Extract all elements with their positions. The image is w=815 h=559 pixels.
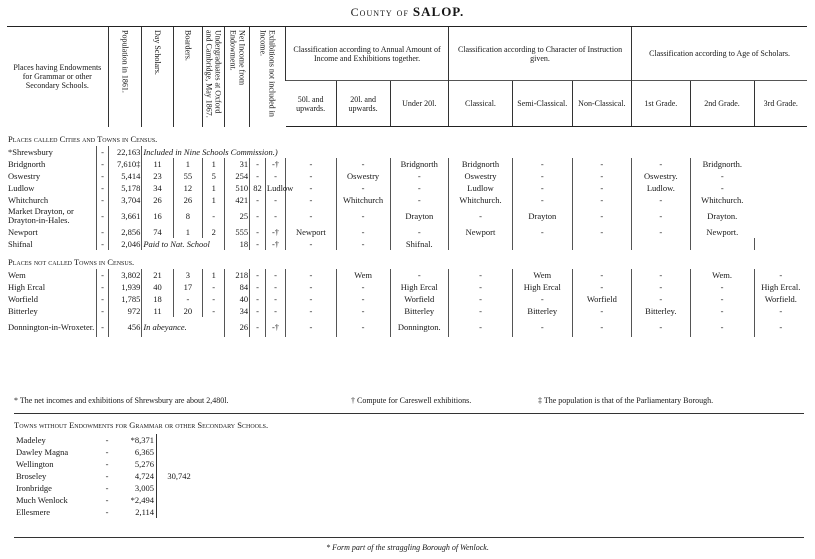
table-cell: -	[265, 194, 285, 206]
town-population: 5,276	[116, 458, 157, 470]
table-cell: -	[265, 269, 285, 281]
table-cell: -	[336, 206, 390, 226]
population-cell: 1,939	[108, 281, 142, 293]
population-cell: 2,856	[108, 226, 142, 238]
table-cell: -	[448, 317, 512, 337]
table-cell: Bitterley	[513, 305, 573, 317]
table-cell: -	[336, 158, 390, 170]
table-cell: 1	[202, 182, 224, 194]
table-cell: 26	[142, 194, 173, 206]
table-row	[7, 170, 807, 182]
towns-total: 30,742	[157, 434, 202, 518]
table-cell: -	[97, 206, 108, 226]
table-cell: -	[632, 281, 690, 293]
town-row	[14, 434, 201, 446]
population-cell: 3,704	[108, 194, 142, 206]
table-cell: -	[250, 269, 266, 281]
dash: -	[105, 435, 109, 445]
place-name: Oswestry	[8, 171, 41, 181]
header-net-income: Net Income from Endowment.	[225, 27, 250, 127]
section2-rows	[7, 269, 807, 337]
table-cell: -	[97, 194, 108, 206]
income-cell: 218	[225, 269, 250, 281]
town-population: 4,724	[116, 470, 157, 482]
table-cell: -	[572, 194, 632, 206]
table-cell: -	[390, 170, 448, 182]
table-cell: 34	[142, 182, 173, 194]
place-name: Worfield	[8, 294, 38, 304]
table-cell: -	[448, 281, 512, 293]
table-cell: High Ercal	[390, 281, 448, 293]
header-places: Places having Endowments for Grammar or other Secondary Schools.	[7, 27, 108, 127]
header-population: Population in 1861.	[108, 27, 142, 127]
table-cell: -	[250, 226, 266, 238]
header-income-20: 20l. and upwards.	[336, 81, 390, 127]
table-cell: -	[265, 170, 285, 182]
table-cell: -	[336, 226, 390, 238]
table-cell: Ludlow	[266, 183, 294, 193]
population-cell: 2,046	[108, 238, 142, 250]
table-cell: -	[286, 293, 337, 305]
table-row	[7, 305, 807, 317]
dash: -	[105, 507, 109, 517]
table-cell: 20	[173, 305, 202, 317]
table-cell: 82	[250, 182, 266, 194]
town-name: Dawley Magna	[16, 447, 69, 457]
table-cell: -	[754, 305, 807, 317]
table-cell: -	[513, 194, 573, 206]
table-cell: Bridgnorth	[448, 158, 512, 170]
table-cell: 5	[202, 170, 224, 182]
table-cell: Whitchurch.	[690, 194, 754, 206]
table-cell: -	[572, 281, 632, 293]
table-cell: 1	[202, 269, 224, 281]
table-cell: -	[632, 226, 690, 238]
table-cell: -	[754, 269, 807, 281]
dash: -	[105, 471, 109, 481]
table-cell: Newport	[448, 226, 512, 238]
dash: -	[105, 447, 109, 457]
table-cell: -	[632, 269, 690, 281]
table-cell: 17	[173, 281, 202, 293]
section-heading-towns: Places called Cities and Towns in Census.	[8, 134, 158, 144]
table-cell: Donnington.	[390, 317, 448, 337]
table-cell: -	[265, 305, 285, 317]
table-cell: 11	[142, 158, 173, 170]
table-cell: -	[690, 281, 754, 293]
income-cell: 84	[225, 281, 250, 293]
table-cell: -	[572, 317, 632, 337]
under20-cell: Shifnal.	[390, 238, 448, 250]
page-title	[0, 4, 815, 20]
income-cell: 26	[225, 317, 250, 337]
table-cell: -	[632, 206, 690, 226]
town-name: Madeley	[16, 435, 46, 445]
table-cell: Worfield	[390, 293, 448, 305]
table-cell: 1	[173, 226, 202, 238]
table-cell: -	[250, 305, 266, 317]
table-cell: 2	[202, 226, 224, 238]
table-cell: -	[97, 269, 108, 281]
table-cell: Whitchurch.	[448, 194, 512, 206]
header-group-age: Classification according to Age of Scholars.	[632, 27, 807, 81]
table-cell: -	[97, 226, 108, 238]
place-name: Wem	[8, 270, 26, 280]
table-cell: 18	[142, 293, 173, 305]
table-cell: Ludlow	[448, 182, 512, 194]
table-cell: -	[286, 170, 337, 182]
place-name: Shifnal	[8, 239, 33, 249]
income-cell: 555	[225, 226, 250, 238]
table-cell: Oswestry.	[632, 170, 690, 182]
town-population: *8,371	[116, 434, 157, 446]
header-semi-classical: Semi-Classical.	[513, 81, 573, 127]
dash: -	[105, 459, 109, 469]
table-cell: -	[173, 293, 202, 305]
table-cell: Drayton	[390, 206, 448, 226]
table-cell: -	[202, 281, 224, 293]
table-cell: -	[336, 281, 390, 293]
school-note: Paid to Nat. School	[142, 238, 225, 250]
table-cell: -	[513, 317, 573, 337]
income-cell: 40	[225, 293, 250, 305]
table-cell: 23	[142, 170, 173, 182]
table-cell: -	[265, 293, 285, 305]
place-name: Market Drayton, or Drayton-in-Hales.	[8, 206, 74, 225]
population-cell: 22,163	[108, 146, 142, 158]
table-cell: -	[513, 226, 573, 238]
table-cell: -	[265, 206, 285, 226]
header-group-income: Classification according to Annual Amount of Income and Exhibitions together.	[286, 27, 449, 81]
table-row	[7, 194, 807, 206]
header-income-under20: Under 20l.	[390, 81, 448, 127]
table-cell: -	[513, 182, 573, 194]
table-cell: -	[250, 293, 266, 305]
table-cell: -	[97, 305, 108, 317]
table-cell: 26	[173, 194, 202, 206]
table-cell: Wem.	[690, 269, 754, 281]
table-cell: -	[286, 182, 337, 194]
table-row	[7, 269, 807, 281]
table-row	[7, 226, 807, 238]
table-cell: -	[202, 206, 224, 226]
table-cell: -†	[265, 317, 285, 337]
table-row: Shifnal - 2,046 Paid to Nat. School 18 - -† - - Shifnal.	[7, 238, 807, 250]
table-cell: -	[250, 206, 266, 226]
endowments-table	[7, 26, 807, 337]
table-row	[7, 317, 807, 337]
table-cell: -	[448, 269, 512, 281]
table-cell: -	[513, 293, 573, 305]
table-cell: -	[97, 158, 108, 170]
table-cell: -	[336, 182, 390, 194]
table-cell: 3	[173, 269, 202, 281]
table-cell: -	[448, 305, 512, 317]
header-day-scholars: Day Scholars.	[142, 27, 173, 127]
table-cell: -	[250, 194, 266, 206]
header-grade1: 1st Grade.	[632, 81, 690, 127]
place-name: Bitterley	[8, 306, 38, 316]
header-income-50: 50l. and upwards.	[286, 81, 337, 127]
table-row	[7, 281, 807, 293]
town-name: Wellington	[16, 459, 54, 469]
table-cell: Worfield.	[754, 293, 807, 305]
footnote-careswell: † Compute for Careswell exhibitions.	[351, 396, 472, 405]
table-cell: -	[250, 281, 266, 293]
population-cell: 3,661	[108, 206, 142, 226]
table-cell: 8	[173, 206, 202, 226]
place-name: Ludlow	[8, 183, 35, 193]
footnote-shrewsbury: * The net incomes and exhibitions of Shrewsbury are about 2,480l.	[14, 396, 229, 405]
table-cell: Oswestry	[448, 170, 512, 182]
place-name: *Shrewsbury	[8, 147, 53, 157]
table-cell: -	[572, 226, 632, 238]
table-cell: 1	[173, 158, 202, 170]
town-name: Broseley	[16, 471, 47, 481]
table-cell: 1	[202, 158, 224, 170]
table-cell: 40	[142, 281, 173, 293]
table-cell: Drayton.	[690, 206, 754, 226]
population-cell: 972	[108, 305, 142, 317]
population-cell: 5,414	[108, 170, 142, 182]
table-cell: -	[250, 317, 266, 337]
income-cell: 31	[225, 158, 250, 170]
header-group-instruction: Classification according to Character of Instruction given.	[448, 27, 631, 81]
table-cell: Bridgnorth	[390, 158, 448, 170]
table-cell: -†	[265, 226, 285, 238]
income-cell: 254	[225, 170, 250, 182]
income-cell: 510	[225, 182, 250, 194]
population-cell: 456	[108, 317, 142, 337]
table-cell: -	[632, 293, 690, 305]
table-cell: -	[97, 182, 108, 194]
town-population: 2,114	[116, 506, 157, 518]
population-cell: 1,785	[108, 293, 142, 305]
school-note: In abeyance.	[142, 317, 225, 337]
table-cell: Newport.	[690, 226, 754, 238]
table-cell: -	[97, 281, 108, 293]
bottom-footnote: * Form part of the straggling Borough of Wenlock.	[326, 543, 489, 552]
table-row	[7, 293, 807, 305]
town-population: 3,005	[116, 482, 157, 494]
table-cell: Worfield	[572, 293, 632, 305]
footnotes	[14, 396, 804, 414]
table-cell: 55	[173, 170, 202, 182]
table-cell: -	[250, 158, 266, 170]
table-cell: -	[286, 305, 337, 317]
population-cell: 3,802	[108, 269, 142, 281]
table-cell: -	[202, 305, 224, 317]
table-row	[7, 206, 807, 226]
table-cell: -	[390, 194, 448, 206]
footnote-parliamentary: ‡ The population is that of the Parliamentary Borough.	[538, 396, 714, 405]
table-cell: -	[690, 305, 754, 317]
dash: -	[105, 483, 109, 493]
table-cell: -	[572, 158, 632, 170]
table-cell: Bridgnorth.	[690, 158, 754, 170]
town-name: Ironbridge	[16, 483, 52, 493]
table-cell: -	[690, 170, 754, 182]
table-row	[7, 182, 807, 194]
income-cell: 34	[225, 305, 250, 317]
title-prefix: County of	[350, 5, 409, 19]
table-cell: -	[286, 281, 337, 293]
table-cell: -	[690, 317, 754, 337]
nine-schools-note: Included in Nine Schools Commission.)	[142, 146, 807, 158]
table-cell: Oswestry	[336, 170, 390, 182]
table-cell: -	[286, 206, 337, 226]
towns-heading: Towns without Endowments for Grammar or other Secondary Schools.	[14, 420, 269, 430]
place-name: High Ercal	[8, 282, 46, 292]
income-cell: 421	[225, 194, 250, 206]
table-cell: 1	[202, 194, 224, 206]
table-cell: -	[336, 293, 390, 305]
table-cell: -	[513, 170, 573, 182]
table-cell: -	[632, 194, 690, 206]
table-cell: High Ercal	[513, 281, 573, 293]
county-name: SALOP.	[412, 4, 465, 19]
place-name: Whitchurch	[8, 195, 49, 205]
table-cell: -	[97, 317, 108, 337]
table-cell: -	[390, 182, 448, 194]
table-cell: Bitterley	[390, 305, 448, 317]
header-non-classical: Non-Classical.	[572, 81, 632, 127]
table-cell: -	[286, 269, 337, 281]
table-cell: -	[336, 317, 390, 337]
table-cell: -	[97, 170, 108, 182]
income-cell: 25	[225, 206, 250, 226]
table-cell: Wem	[336, 269, 390, 281]
table-cell: -	[632, 158, 690, 170]
table-cell: -	[448, 206, 512, 226]
place-name: Donnington-in-Wroxeter.	[8, 321, 95, 332]
header-grade3: 3rd Grade.	[754, 81, 807, 127]
section1-rows	[7, 158, 807, 238]
header-boarders: Boarders.	[173, 27, 202, 127]
table-cell: 74	[142, 226, 173, 238]
table-cell: Drayton	[513, 206, 573, 226]
table-cell: -	[390, 226, 448, 238]
dash: -	[97, 146, 108, 158]
table-cell: -	[572, 269, 632, 281]
table-row	[7, 146, 807, 158]
table-cell: -	[572, 170, 632, 182]
table-cell: -	[286, 194, 337, 206]
table-cell: Whitchurch	[336, 194, 390, 206]
table-cell: -	[690, 182, 754, 194]
table-cell: -	[97, 293, 108, 305]
table-cell: -	[572, 206, 632, 226]
town-name: Much Wenlock	[16, 495, 68, 505]
header-undergraduates: Undergraduates at Oxford and Cambridge, May 1867.	[202, 27, 224, 127]
header-grade2: 2nd Grade.	[690, 81, 754, 127]
income-cell: 18	[225, 238, 250, 250]
table-cell: -	[572, 182, 632, 194]
table-cell: Bitterley.	[632, 305, 690, 317]
table-cell: -	[632, 317, 690, 337]
towns-table	[14, 434, 201, 518]
header-exhibitions: Exhibitions not included in Income.	[250, 27, 286, 127]
table-cell: Wem	[513, 269, 573, 281]
table-cell: High Ercal.	[754, 281, 807, 293]
bottom-rule	[14, 537, 804, 538]
table-cell: -	[250, 170, 266, 182]
table-cell: 21	[142, 269, 173, 281]
table-cell: 16	[142, 206, 173, 226]
dash: -	[105, 495, 109, 505]
table-cell: -	[690, 293, 754, 305]
table-cell: -	[448, 293, 512, 305]
table-cell: -	[265, 281, 285, 293]
table-cell: -	[286, 317, 337, 337]
table-cell: -	[390, 269, 448, 281]
place-name: Newport	[8, 227, 38, 237]
table-cell: -	[754, 317, 807, 337]
population-cell: 7,610‡	[108, 158, 142, 170]
header-classical: Classical.	[448, 81, 512, 127]
table-cell: -	[513, 158, 573, 170]
town-name: Ellesmere	[16, 507, 50, 517]
town-population: *2,494	[116, 494, 157, 506]
table-cell: 12	[173, 182, 202, 194]
table-cell: Ludlow.	[632, 182, 690, 194]
table-row	[7, 158, 807, 170]
table-cell: -	[336, 305, 390, 317]
section-heading-not-towns: Places not called Towns in Census.	[8, 257, 135, 267]
population-cell: 5,178	[108, 182, 142, 194]
table-cell: -	[286, 158, 337, 170]
table-cell: -	[572, 305, 632, 317]
table-cell: Newport	[286, 226, 337, 238]
town-population: 6,365	[116, 446, 157, 458]
dagger-cell: -†	[265, 238, 285, 250]
table-cell: -†	[265, 158, 285, 170]
table-cell: 11	[142, 305, 173, 317]
table-cell: -	[202, 293, 224, 305]
place-name: Bridgnorth	[8, 159, 46, 169]
